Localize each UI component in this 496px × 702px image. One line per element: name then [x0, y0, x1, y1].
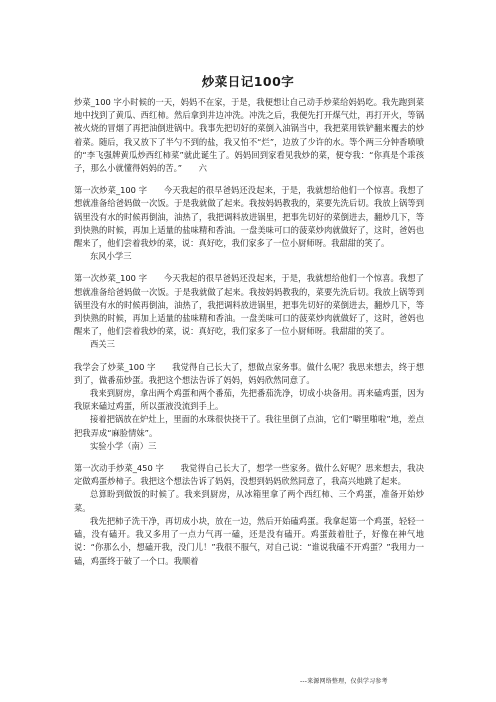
article-paragraph: 第一次炒菜_100 字 今天我起的很早爸妈还没起来，于是，我就想给他们一个惊喜。我想了想就准备给爸妈做一次饭。于是我就做了起来。我按妈妈教我的，菜要先洗后切。我放上锅等到锅里没有水的时候再倒油，油热了，我把调料放进锅里，把事先切好的菜倒进去，翻炒几下，等到快熟的时候，再加上适量的盐味精和香油。一盘美味可口的菠菜炒肉就做好了，这时，爸妈也醒来了，他们尝着我炒的菜，说：真好吃，我们家多了一位小厨师呀。我甜甜的笑了。	[74, 185, 424, 249]
article-3	[74, 272, 424, 351]
document-body	[74, 96, 424, 568]
article-signature: 实验小学（南）三	[90, 440, 157, 451]
article-paragraph: 总算盼到做饭的时候了。我来到厨房，从冰箱里拿了两个西红柿、三个鸡蛋，准备开始炒菜。	[74, 489, 424, 513]
article-5	[74, 462, 424, 568]
article-paragraph: 炒菜_100 字小时候的一天，妈妈不在家，于是，我便想让自己动手炒菜给妈妈吃。我先跑到菜地中找到了黄瓜、西红柿。然后拿到井边冲洗。冲洗之后，我便先打开煤气灶，再打开火，等锅被火烧的冒烟了再把油倒进锅中。我事先把切好的菜倒入油锅当中，我把菜用铁铲翻来覆去的炒着菜。随后，我又放下了半勺不到的盐，我又怕不“烂”，边放了少许的水。等个两三分钟香喷喷的“李飞强牌黄瓜炒西红柿菜”就此诞生了。妈妈回到家看见我炒的菜，便夸我：“你真是个乖孩子，那么小就懂得妈妈的苦。” 六	[74, 97, 424, 174]
article-paragraph: 我来到厨房，拿出两个鸡蛋和两个番茄，先把番茄洗净，切成小块备用。再来磕鸡蛋，因为我原来磕过鸡蛋，所以蛋液没流到手上。	[74, 388, 424, 412]
article-2	[74, 184, 424, 263]
article-paragraph: 我先把柿子洗干净，再切成小块，放在一边，然后开始磕鸡蛋。我拿起第一个鸡蛋，轻轻一磕，没有磕开。我又多用了一点力气再一磕，还是没有磕开。鸡蛋鼓着肚子，好像在神气地说：“你那么小，想磕开我，没门儿！”我很不服气，对自己说：“谁说我磕不开鸡蛋？”我用力一磕，鸡蛋终于破了一个口。我顺着	[74, 515, 424, 566]
page-title: 炒菜日记100字	[201, 74, 295, 89]
article-paragraph: 第一次炒菜_100 字 今天我起的很早爸妈还没起来，于是，我就想给他们一个惊喜。我想了想就准备给爸妈做一次饭。于是我就做了起来。我按妈妈教我的，菜要先洗后切。我放上锅等到锅里没有水的时候再倒油，油热了，我把调料放进锅里，把事先切好的菜倒进去，翻炒几下，等到快熟的时候，再加上适量的盐味精和香油。一盘美味可口的菠菜炒肉就做好了，这时，爸妈也醒来了，他们尝着我炒的菜，说：真好吃，我们家多了一位小厨师呀。我甜甜的笑了。	[74, 273, 424, 337]
article-signature: 东风小学三	[90, 251, 132, 262]
article-1	[74, 96, 424, 175]
article-paragraph: 接着把锅放在炉灶上，里面的水珠很快挠干了。我往里倒了点油，它们“噼里啪啦”地，差点把我弄成“麻脸情妹”。	[74, 414, 424, 438]
article-4	[74, 361, 424, 453]
page-footer: ---来源网络整理，仅供学习参考	[300, 678, 388, 685]
article-paragraph: 我学会了炒菜_100 字 我觉得自己长大了，想做点家务事。做什么呢？我思来想去，终于想到了，做番茄炒蛋。我把这个想法告诉了妈妈，妈妈欣然同意了。	[74, 361, 424, 385]
article-signature: 西关三	[90, 339, 115, 350]
article-paragraph: 第一次动手炒菜_450 字 我觉得自己长大了，想学一些家务。做什么好呢？思来想去，我决定做鸡蛋炒柿子。我把这个想法告诉了妈妈，没想到妈妈欣然同意了，我高兴地跳了起来。	[74, 463, 424, 487]
